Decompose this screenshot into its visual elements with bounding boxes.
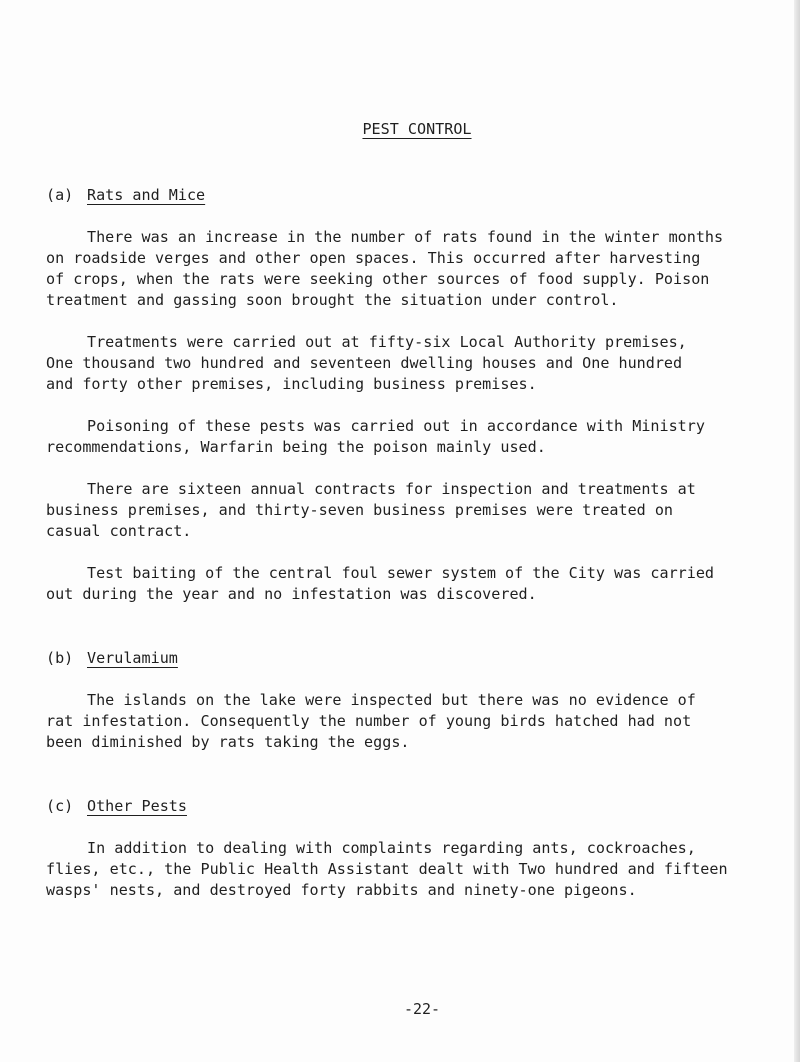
paragraph-line: of crops, when the rats were seeking other sources of food supply. Poison xyxy=(46,270,710,288)
paragraph-line: wasps' nests, and destroyed forty rabbits and ninety-one pigeons. xyxy=(46,881,637,899)
section-heading: Rats and Mice xyxy=(87,186,206,204)
page-title: PEST CONTROL xyxy=(362,120,472,138)
paragraph-line: recommendations, Warfarin being the poison mainly used. xyxy=(46,438,546,456)
section-label: (a) xyxy=(46,186,74,204)
paragraph xyxy=(46,332,766,395)
paragraph xyxy=(46,838,766,901)
page-edge-shadow xyxy=(794,0,800,1062)
paragraph-line: treatment and gassing soon brought the situation under control. xyxy=(46,291,619,309)
paragraph xyxy=(46,416,766,458)
paragraph-line: and forty other premises, including business premises. xyxy=(46,375,537,393)
section-label: (b) xyxy=(46,649,74,667)
page-title-container xyxy=(46,118,766,140)
paragraph xyxy=(46,227,766,311)
paragraph xyxy=(46,479,766,542)
paragraph-line: Treatments were carried out at fifty-six Local Authority premises, xyxy=(87,333,687,351)
paragraph-line: In addition to dealing with complaints regarding ants, cockroaches, xyxy=(87,839,696,857)
paragraph-line: The islands on the lake were inspected but there was no evidence of xyxy=(87,691,696,709)
section-label: (c) xyxy=(46,797,74,815)
paragraph-line: Test baiting of the central foul sewer system of the City was carried xyxy=(87,564,715,582)
paragraph-line: been diminished by rats taking the eggs. xyxy=(46,733,410,751)
paragraph-line: rat infestation. Consequently the number of young birds hatched had not xyxy=(46,712,692,730)
paragraph-line: One thousand two hundred and seventeen dwelling houses and One hundred xyxy=(46,354,683,372)
paragraph-line: on roadside verges and other open spaces. This occurred after harvesting xyxy=(46,249,701,267)
sections-container xyxy=(46,184,766,901)
section-heading: Other Pests xyxy=(87,797,187,815)
paragraph-line: Poisoning of these pests was carried out in accordance with Ministry xyxy=(87,417,705,435)
paragraph-line: out during the year and no infestation was discovered. xyxy=(46,585,537,603)
paragraph-line: flies, etc., the Public Health Assistant dealt with Two hundred and fifteen xyxy=(46,860,728,878)
document-body xyxy=(46,118,766,943)
section-heading-row xyxy=(46,647,766,669)
paragraph xyxy=(46,563,766,605)
paragraph-line: casual contract. xyxy=(46,522,192,540)
page-number: -22- xyxy=(403,1000,441,1018)
section-heading: Verulamium xyxy=(87,649,178,667)
paragraph xyxy=(46,690,766,753)
paragraph-line: business premises, and thirty-seven business premises were treated on xyxy=(46,501,674,519)
paragraph-line: There are sixteen annual contracts for inspection and treatments at xyxy=(87,480,696,498)
section-heading-row xyxy=(46,795,766,817)
section-heading-row xyxy=(46,184,766,206)
paragraph-line: There was an increase in the number of rats found in the winter months xyxy=(87,228,724,246)
